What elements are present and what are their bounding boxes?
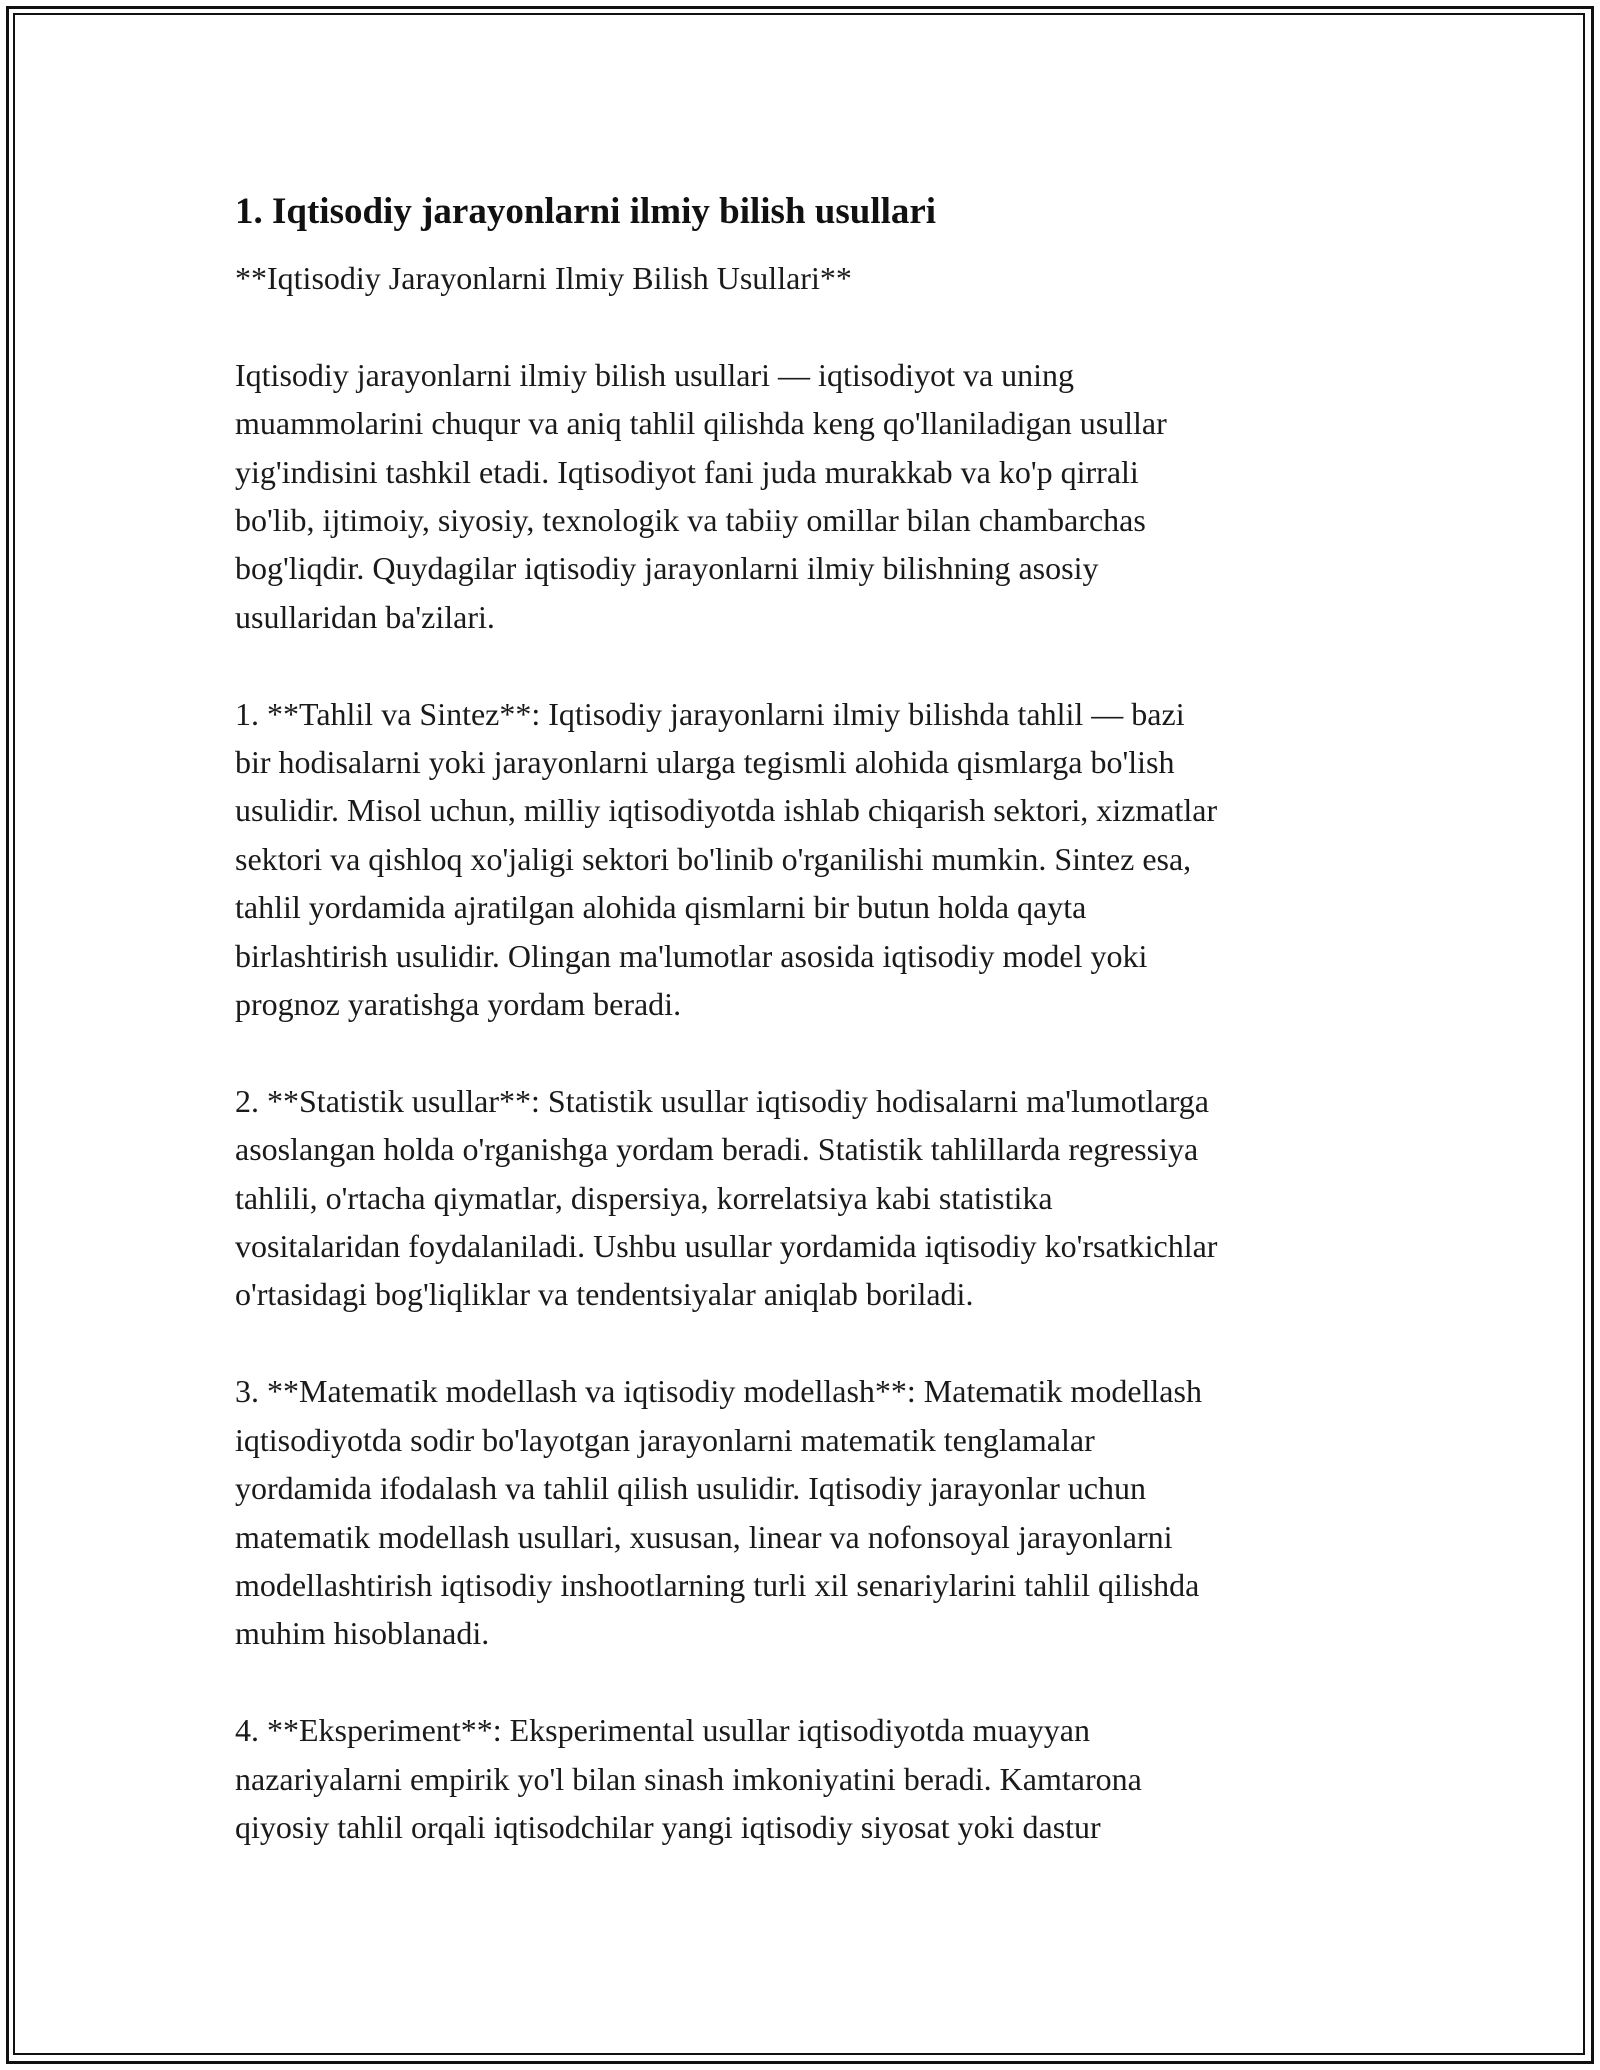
subtitle-paragraph: **Iqtisodiy Jarayonlarni Ilmiy Bilish Usullari** — [235, 260, 852, 296]
section-2-paragraph: 2. **Statistik usullar**: Statistik usullar iqtisodiy hodisalarni ma'lumotlarga asoslangan holda o'rganishga yordam beradi. Statistik tahlillarda regressiya tahlili, o'rtacha qiymatlar, dispersiya, korrelatsiya kabi statistika vositalaridan foydalaniladi. Ushbu usullar yordamida iqtisodiy ko'rsatkichlar o'rtasidagi bog'liqliklar va tendentsiyalar aniqlab boriladi. — [235, 1082, 1218, 1313]
intro-paragraph: Iqtisodiy jarayonlarni ilmiy bilish usullari — iqtisodiyot va uning muammolarini chuqur va aniq tahlil qilishda keng qo'llaniladigan usullar yig'indisini tashkil etadi. Iqtisodiyot fani juda murakkab va ko'p qirrali bo'lib, ijtimoiy, siyosiy, texnologik va tabiiy omillar bilan chambarchas bog'liqdir. Quydagilar iqtisodiy jarayonlarni ilmiy bilishning asosiy usullaridan ba'zilari. — [235, 356, 1167, 635]
section-3-paragraph: 3. **Matematik modellash va iqtisodiy modellash**: Matematik modellash iqtisodiyotda sodir bo'layotgan jarayonlarni matematik tenglamalar yordamida ifodalash va tahlil qilish usulidir. Iqtisodiy jarayonlar uchun matematik modellash usullari, xususan, linear va nofonsoyal jarayonlarni modellashtirish iqtisodiy inshootlarning turli xil senariylarini tahlil qilishda muhim hisoblanadi. — [235, 1373, 1202, 1652]
section-1-paragraph: 1. **Tahlil va Sintez**: Iqtisodiy jarayonlarni ilmiy bilishda tahlil — bazi bir hodisalarni yoki jarayonlarni ularga tegismli alohida qismlarga bo'lish usulidir. Misol uchun, milliy iqtisodiyotda ishlab chiqarish sektori, xizmatlar sektori va qishloq xo'jaligi sektori bo'linib o'rganilishi mumkin. Sintez esa, tahlil yordamida ajratilgan alohida qismlarni bir butun holda qayta birlashtirish usulidir. Olingan ma'lumotlar asosida iqtisodiy model yoki prognoz yaratishga yordam beradi. — [235, 695, 1218, 1023]
page-title: 1. Iqtisodiy jarayonlarni ilmiy bilish usullari — [235, 191, 937, 232]
section-4-paragraph: 4. **Eksperiment**: Eksperimental usullar iqtisodiyotda muayyan nazariyalarni empirik yo'l bilan sinash imkoniyatini beradi. Kamtarona qiyosiy tahlil orqali iqtisodchilar yangi iqtisodiy siyosat yoki dastur — [235, 1712, 1142, 1845]
document-body — [235, 186, 1375, 1851]
